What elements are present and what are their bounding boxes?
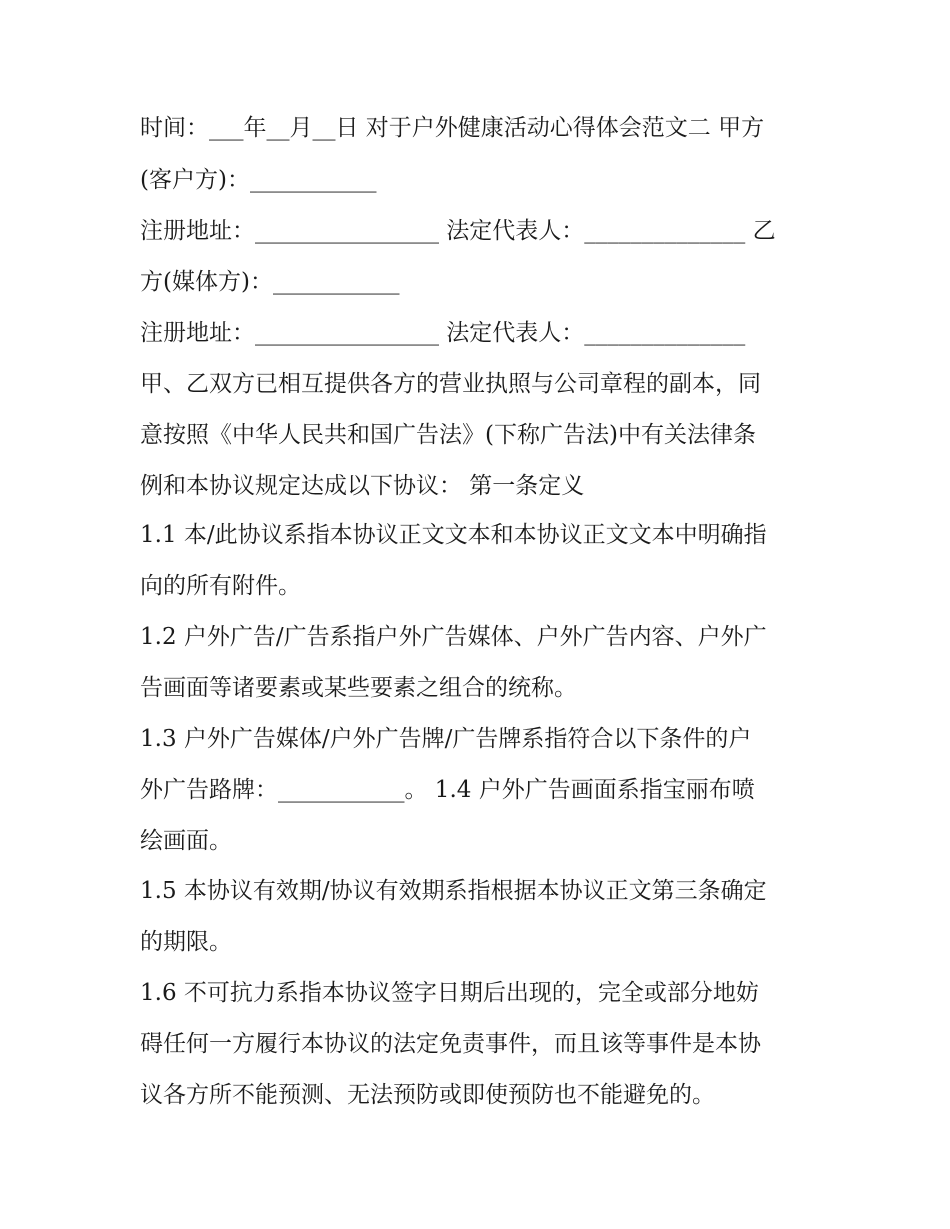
text-line: 绘画面。: [140, 828, 232, 854]
text-line: 1.3 户外广告媒体/户外广告牌/广告牌系指符合以下条件的户: [140, 726, 752, 752]
text-line: 外广告路牌：___________。 1.4 户外广告画面系指宝丽布喷: [140, 777, 755, 803]
text-line: 议各方所不能预测、无法预防或即使预防也不能避免的。: [140, 1082, 715, 1108]
text-line: 碍任何一方履行本协议的法定免责事件，而且该等事件是本协: [140, 1031, 761, 1057]
text-line: 意按照《中华人民共和国广告法》(下称广告法)中有关法律条: [140, 422, 756, 448]
text-line: 注册地址：________________ 法定代表人：______________ 乙: [140, 218, 776, 244]
text-line: (客户方)：___________: [140, 167, 377, 193]
text-line: 时间：___年__月__日 对于户外健康活动心得体会范文二 甲方: [140, 115, 765, 141]
text-line: 1.1 本/此协议系指本协议正文文本和本协议正文文本中明确指: [140, 522, 767, 548]
text-line: 1.5 本协议有效期/协议有效期系指根据本协议正文第三条确定: [140, 878, 767, 904]
text-line: 注册地址：________________ 法定代表人：______________: [140, 320, 746, 346]
text-line: 方(媒体方)：___________: [140, 269, 400, 295]
text-line: 例和本协议规定达成以下协议： 第一条定义: [140, 473, 585, 499]
text-line: 告画面等诸要素或某些要素之组合的统称。: [140, 675, 577, 701]
text-line: 甲、乙双方已相互提供各方的营业执照与公司章程的副本，同: [140, 371, 761, 397]
text-line: 向的所有附件。: [140, 573, 301, 599]
text-line: 的期限。: [140, 929, 232, 955]
text-line: 1.6 不可抗力系指本协议签字日期后出现的，完全或部分地妨: [140, 980, 759, 1006]
text-line: 1.2 户外广告/广告系指户外广告媒体、户外广告内容、户外广: [140, 624, 767, 650]
